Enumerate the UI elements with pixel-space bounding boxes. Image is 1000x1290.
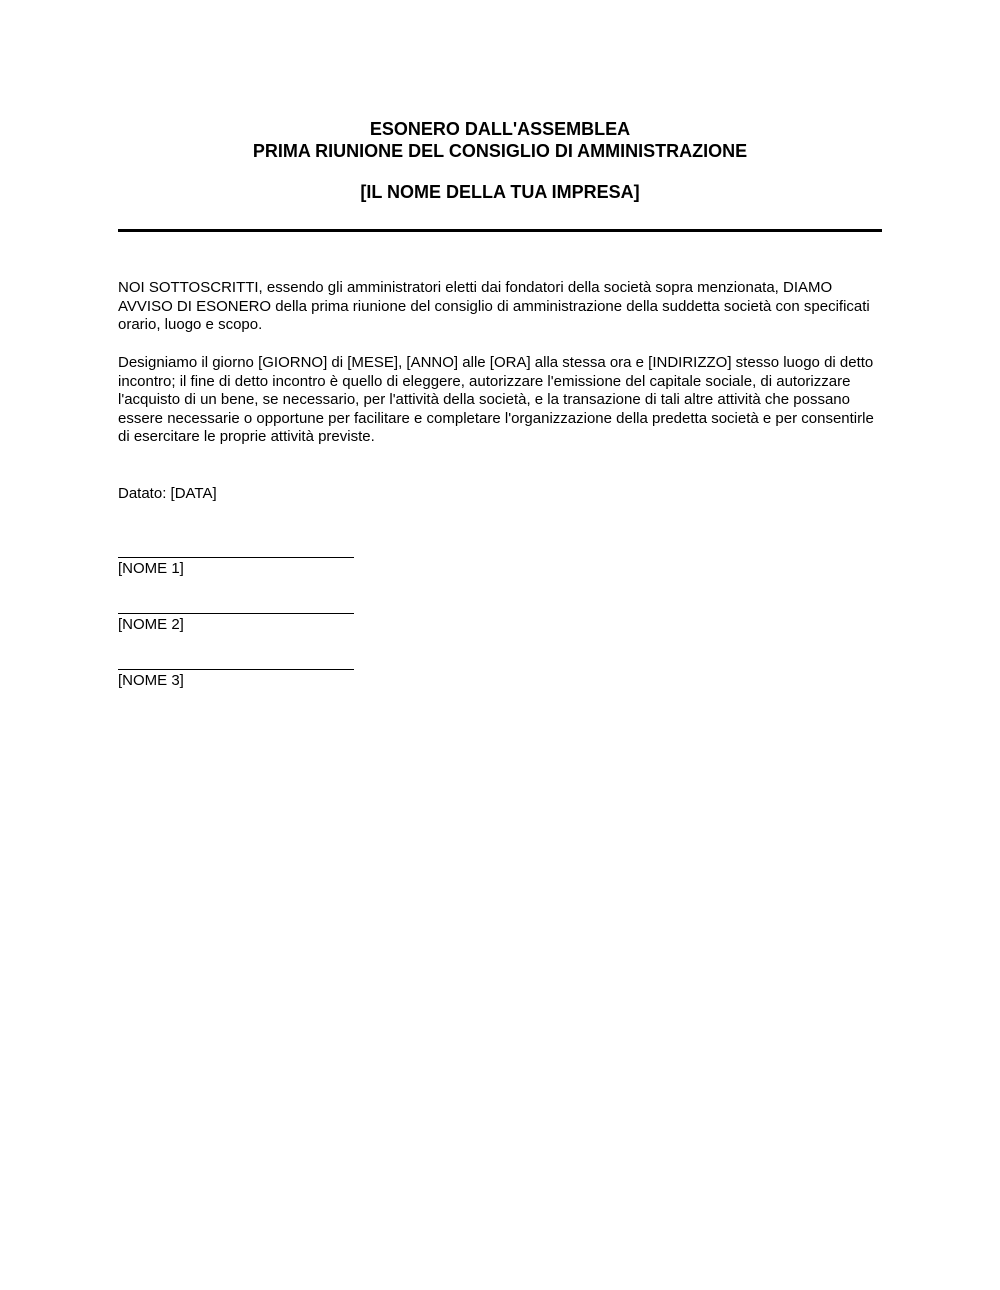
title-line-1: ESONERO DALL'ASSEMBLEA [369,119,631,139]
dated-line: Datato: [DATA] [118,485,217,502]
signature-block-3 [118,669,354,690]
paragraph-meeting-details: Designiamo il giorno [GIORNO] di [MESE], [ANNO] alle [ORA] alla stessa ora e [INDIRIZZO] stesso luogo di detto incontro; il fine di detto incontro è quello di eleggere, autorizzare l'emissione del capitale sociale, di autorizzare l'acquisto di un bene, se necessario, per l'attività della società, e la transazione di tali altre attività che possano essere necessarie o opportune per facilitare e completare l'organizzazione della predetta società e per consentirle di esercitare le proprie attività previste. [118,354,874,445]
signature-block-1 [118,557,354,578]
paragraph-waiver-notice: NOI SOTTOSCRITTI, essendo gli amministratori eletti dai fondatori della società sopra menzionata, DIAMO AVVISO DI ESONERO della prima riunione del consiglio di amministrazione della suddetta società con specificati orario, luogo e scopo. [118,279,870,333]
signatory-name: [NOME 3] [118,672,184,689]
signatory-name: [NOME 1] [118,560,184,577]
header-divider [118,229,882,232]
signature-block-2 [118,613,354,634]
company-name-placeholder: [IL NOME DELLA TUA IMPRESA] [360,182,640,202]
document-title [118,118,882,162]
signatory-name: [NOME 2] [118,616,184,633]
signature-line [118,613,354,614]
signature-line [118,557,354,558]
title-line-2: PRIMA RIUNIONE DEL CONSIGLIO DI AMMINISTRAZIONE [252,141,748,161]
signature-line [118,669,354,670]
